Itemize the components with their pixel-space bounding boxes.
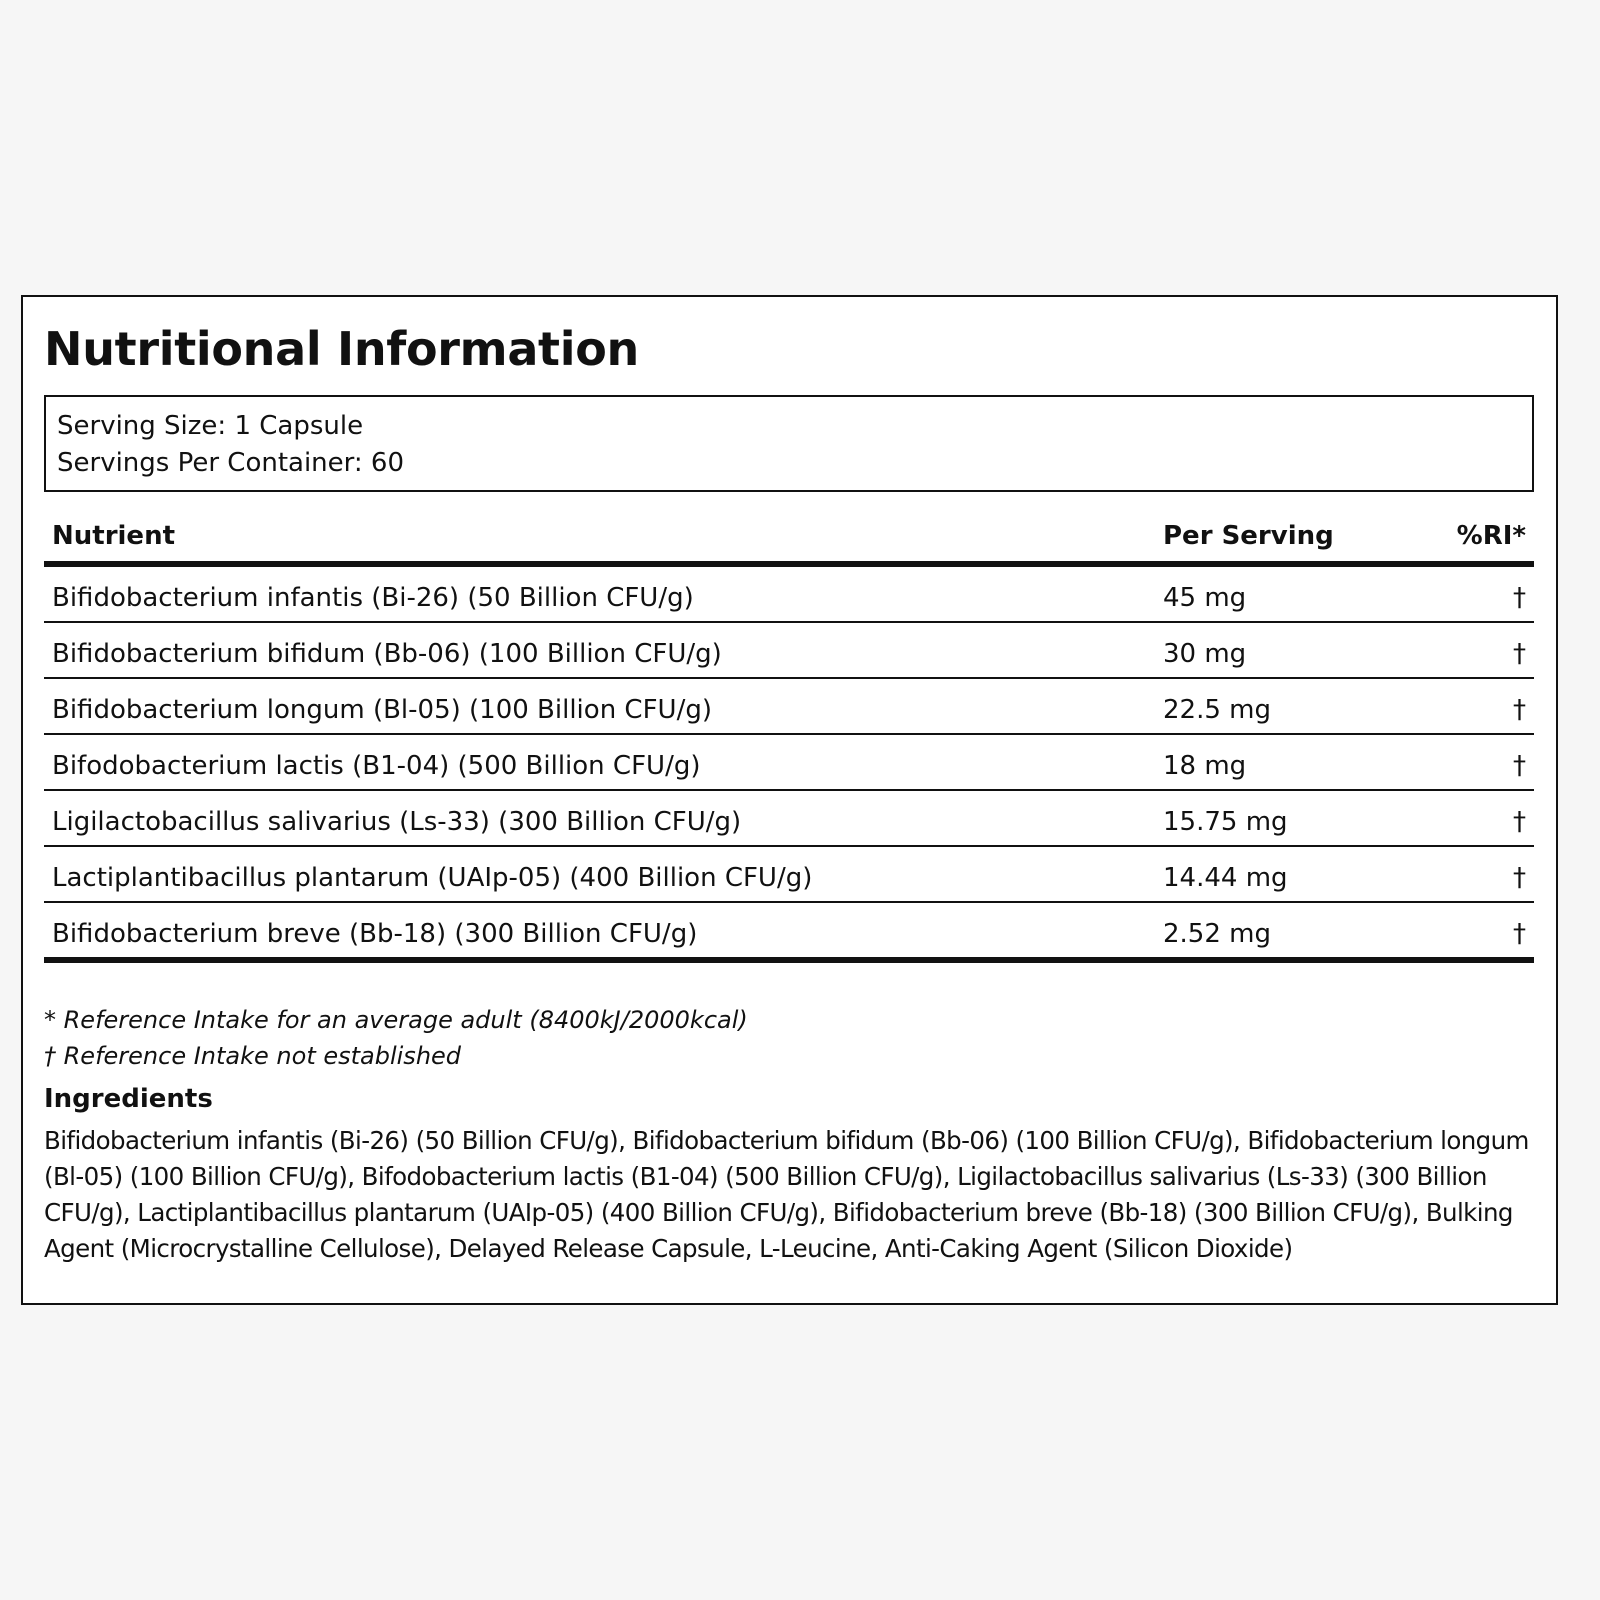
nutrient-name: Lactiplantibacillus plantarum (UAIp-05) (400 Billion CFU/g): [52, 863, 813, 893]
nutrient-per-serving: 45 mg: [1163, 583, 1247, 613]
footnote-reference-intake: * Reference Intake for an average adult (8400kJ/2000kcal): [44, 1006, 748, 1034]
nutrient-ri: †: [1513, 695, 1526, 725]
nutrient-name: Bifidobacterium infantis (Bi-26) (50 Billion CFU/g): [52, 583, 694, 613]
label-title: Nutritional Information: [44, 322, 639, 376]
nutrient-ri: †: [1513, 751, 1526, 781]
table-row: [44, 623, 1534, 679]
servings-per-container: Servings Per Container: 60: [57, 448, 405, 478]
header-per-serving: Per Serving: [1163, 521, 1334, 551]
nutrient-ri: †: [1513, 639, 1526, 669]
nutrient-per-serving: 14.44 mg: [1163, 863, 1288, 893]
nutrient-ri: †: [1513, 807, 1526, 837]
nutrient-per-serving: 30 mg: [1163, 639, 1247, 669]
table-header: [44, 519, 1534, 567]
nutrient-per-serving: 22.5 mg: [1163, 695, 1271, 725]
nutrient-name: Bifidobacterium bifidum (Bb-06) (100 Billion CFU/g): [52, 639, 722, 669]
footnote-not-established: † Reference Intake not established: [44, 1042, 462, 1070]
nutrient-name: Bifodobacterium lactis (B1-04) (500 Billion CFU/g): [52, 751, 701, 781]
nutrient-name: Ligilactobacillus salivarius (Ls-33) (300 Billion CFU/g): [52, 807, 742, 837]
header-nutrient: Nutrient: [52, 521, 176, 551]
table-row: [44, 791, 1534, 847]
nutrient-table-body: [44, 567, 1534, 963]
table-row: [44, 735, 1534, 791]
nutrient-ri: †: [1513, 583, 1526, 613]
table-row: [44, 567, 1534, 623]
serving-size: Serving Size: 1 Capsule: [57, 411, 364, 441]
nutrient-per-serving: 15.75 mg: [1163, 807, 1288, 837]
footnotes: [44, 1002, 748, 1074]
nutrient-ri: †: [1513, 863, 1526, 893]
nutrient-name: Bifidobacterium breve (Bb-18) (300 Billion CFU/g): [52, 919, 698, 949]
nutrient-ri: †: [1513, 919, 1526, 949]
nutrient-per-serving: 2.52 mg: [1163, 919, 1271, 949]
table-row: [44, 679, 1534, 735]
ingredients-heading: Ingredients: [44, 1084, 213, 1114]
nutrient-per-serving: 18 mg: [1163, 751, 1247, 781]
serving-info-box: [44, 395, 1534, 492]
nutrient-name: Bifidobacterium longum (Bl-05) (100 Billion CFU/g): [52, 695, 712, 725]
ingredients-text: Bifidobacterium infantis (Bi-26) (50 Billion CFU/g), Bifidobacterium bifidum (Bb-06) (100 Billion CFU/g), Bifidobacterium longum (Bl-05) (100 Billion CFU/g), Bifodobacterium lactis (B1-04) (500 Billion CFU/g), Ligilactobacillus salivarius (Ls-33) (300 Billion CFU/g), Lactiplantibacillus plantarum (UAIp-05) (400 Billion CFU/g), Bifidobacterium breve (Bb-18) (300 Billion CFU/g), Bulking Agent (Microcrystalline Cellulose), Delayed Release Capsule, L-Leucine, Anti-Caking Agent (Silicon Dioxide): [44, 1126, 1529, 1263]
table-row: [44, 903, 1534, 963]
table-row: [44, 847, 1534, 903]
header-ri: %RI*: [1456, 521, 1526, 551]
nutrition-label-panel: [21, 295, 1558, 1305]
